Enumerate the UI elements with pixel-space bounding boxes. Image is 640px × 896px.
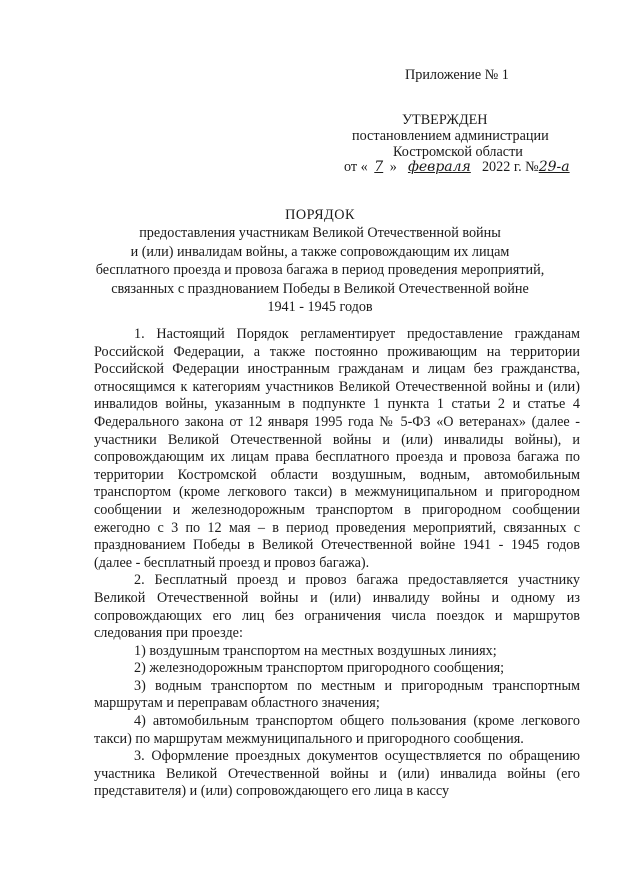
subtitle-line: бесплатного проезда и провоза багажа в период проведения мероприятий, xyxy=(95,262,545,278)
paragraph-2: 2. Бесплатный проезд и провоз багажа предоставляется участнику Великой Отечественной войны и (или) инвалиду войны и одному из сопровождающих его лиц без ограничения числа поездок и маршрутов следования при проезде: xyxy=(94,572,580,642)
handwritten-number: 29-а xyxy=(538,159,570,175)
list-item-1: 1) воздушным транспортом на местных воздушных линиях; xyxy=(134,642,497,659)
subtitle-line: 1941 - 1945 годов xyxy=(267,299,373,315)
document-body xyxy=(94,326,580,801)
paragraph-1: 1. Настоящий Порядок регламентирует предоставление гражданам Российской Федерации, а также постоянно проживающим на территории Российской Федерации иностранным гражданам и лицам без гражданства, относящимся к категориям участников Великой Отечественной войны и (или) инвалидов войны, указанным в подпункте 1 пункта 1 статьи 2 и статье 4 Федерального закона от 12 января 1995 года № 5-ФЗ «О ветеранах» (далее - участники Великой Отечественной войны и (или) инвалиды войны), и сопровождающим их лицам права бесплатного проезда и провоза багажа по территории Костромской области воздушным, водным, автомобильным транспортом (кроме легкового такси) в межмуниципальном и пригородном сообщении и железнодорожным транспортом в пригородном сообщении ежегодно с 3 по 12 мая – в период проведения мероприятий, связанных с празднованием Победы в Великой Отечественной войне 1941 - 1945 годов (далее - бесплатный проезд и провоз багажа). xyxy=(94,326,580,571)
subtitle-line: предоставления участникам Великой Отечественной войны xyxy=(139,225,501,241)
list-item-2: 2) железнодорожным транспортом пригородного сообщения; xyxy=(134,660,505,677)
date-year: 2022 г. № xyxy=(481,159,539,175)
subtitle-line: и (или) инвалидам войны, а также сопровождающим их лицам xyxy=(130,243,510,260)
handwritten-day: 7 xyxy=(374,159,384,175)
list-item-4: 4) автомобильным транспортом общего пользования (кроме легкового такси) по маршрутам межмуниципального и пригородного сообщения. xyxy=(94,713,580,747)
annex-label: Приложение № 1 xyxy=(405,67,509,83)
approved-region: Костромской области xyxy=(393,144,523,160)
paragraph-3: 3. Оформление проездных документов осуществляется по обращению участника Великой Отечественной войны и (или) инвалида войны (его представителя) и (или) сопровождающего его лица в кассу xyxy=(94,748,580,800)
date-mid: » xyxy=(389,159,397,175)
date-prefix: от « xyxy=(344,159,368,175)
approved-word: УТВЕРЖДЕН xyxy=(402,112,488,128)
document-subtitle xyxy=(0,224,640,317)
approved-by: постановлением администрации xyxy=(352,128,549,144)
document-title: ПОРЯДОК xyxy=(285,207,355,223)
subtitle-line: связанных с празднованием Победы в Великой Отечественной войне xyxy=(111,280,529,297)
handwritten-month: февраля xyxy=(407,159,471,175)
list-item-3: 3) водным транспортом по местным и пригородным транспортным маршрутам и переправам областного значения; xyxy=(94,677,580,712)
approval-date-line xyxy=(344,158,577,176)
